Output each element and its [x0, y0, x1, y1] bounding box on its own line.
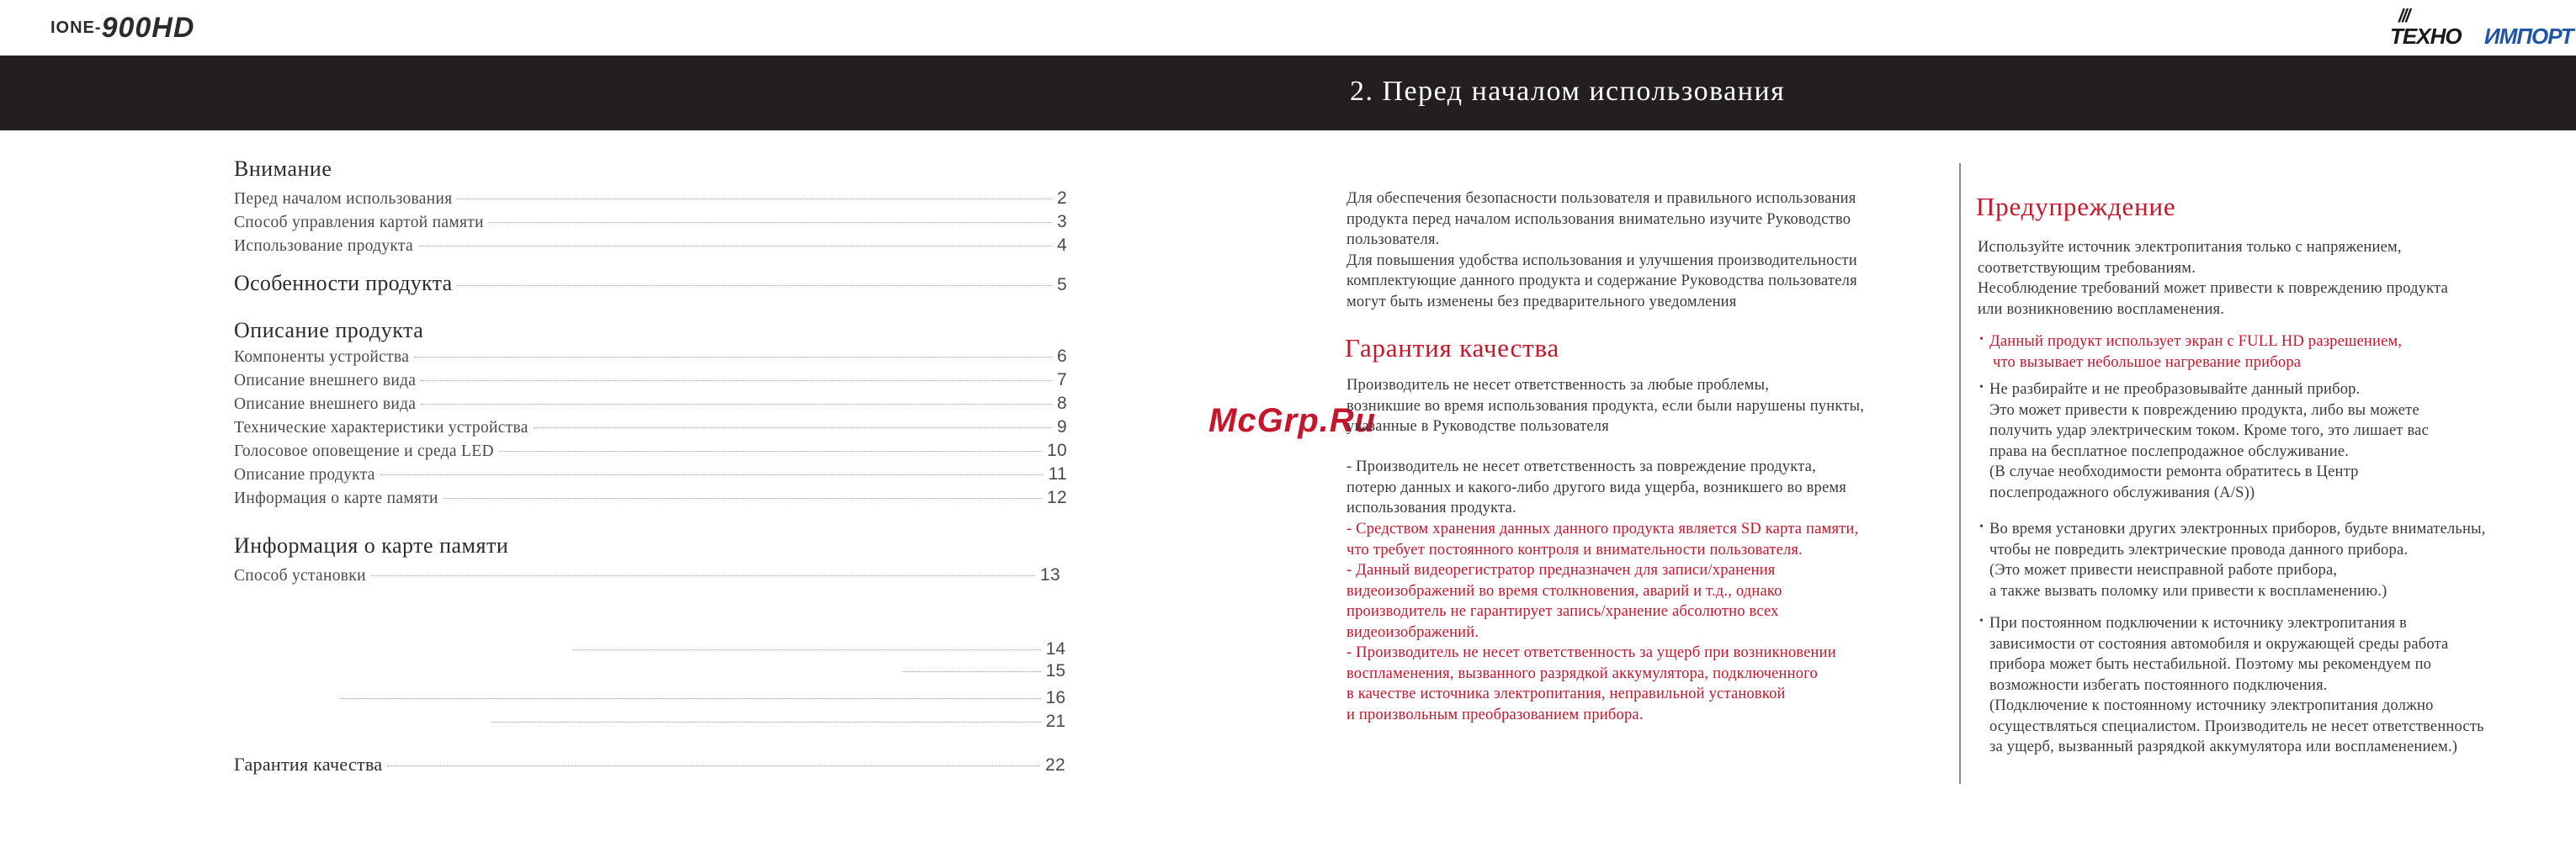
toc-section-title: Информация о карте памяти: [234, 533, 509, 558]
warning-title: Предупреждение: [1976, 192, 2176, 221]
toc-item[interactable]: Голосовое оповещение и среда LED 10: [234, 441, 1067, 460]
toc-item[interactable]: Использование продукта 4: [234, 236, 1067, 255]
toc-item[interactable]: Информация о карте памяти 12: [234, 488, 1067, 507]
intro-paragraph: Для обеспечения безопасности пользователя и правильного использования продукта перед началом использования внимательно изучите Руководство пользователя. Для повышения удобства использования и улучшения производительности комплектующие данного продукта и содержание Руководства пользователя могут быть изменены без предварительного уведомления: [1346, 190, 1857, 310]
header-banner: [0, 56, 2576, 130]
warning-bullet-heat: • Данный продукт использует экран с FULL HD разрешением, что вызывает небольшое нагревание прибора: [1989, 331, 2402, 373]
bullet-mark: •: [1979, 615, 1984, 628]
toc-item[interactable]: Описание внешнего вида 7: [234, 370, 1067, 389]
warning-intro: Используйте источник электропитания только с напряжением, соответствующим требованиям. Несоблюдение требований может привести к повреждению продукта или возникновению воспламенения.: [1978, 239, 2449, 318]
toc-item[interactable]: Способ установки 13: [234, 565, 1060, 585]
toc-item[interactable]: Описание продукта 11: [234, 464, 1067, 484]
toc-item[interactable]: Способ управления картой памяти 3: [234, 212, 1067, 231]
toc-section-features[interactable]: Особенности продукта 5: [234, 271, 1067, 295]
column-divider: [1959, 163, 1961, 784]
brand-model: 900HD: [101, 12, 195, 44]
quality-paragraph: Производитель не несет ответственность за любые проблемы, возникшие во время использования продукта, если были нарушены пункты, указанные в Руководстве пользователя: [1346, 377, 1865, 435]
toc-section-title: Описание продукта: [234, 318, 424, 342]
warning-bullet-disassembly: • Не разбирайте и не преобразовывайте данный прибор. Это может привести к повреждению продукта, либо вы можете получить удар электрическим током. Кроме того, это лишает вас права на бесплатное послепродажное обслуживание. (В случае необходимости ремонта обратитесь в Центр послепродажного обслуживания (A/S)): [1989, 379, 2429, 503]
toc-item[interactable]: Компоненты устройства 6: [234, 347, 1067, 366]
toc-orphan-entry[interactable]: 16: [340, 688, 1065, 710]
warning-bullet-installation: • Во время установки других электронных приборов, будьте внимательны, чтобы не повредить электрические провода данного прибора. (Это может привести неисправной работе прибора, а также вызвать поломку или привести к воспламенению.): [1989, 519, 2486, 601]
toc-item[interactable]: Технические характеристики устройства 9: [234, 417, 1067, 437]
toc-orphan-entry[interactable]: 14: [572, 639, 1065, 661]
brand-prefix: IONE-: [50, 19, 102, 37]
page-title: 2. Перед началом использования: [1350, 76, 1786, 107]
brand-stripes: ///: [2398, 5, 2409, 26]
bullet-mark: •: [1979, 381, 1984, 394]
quality-title: Гарантия качества: [1345, 333, 1560, 363]
brand-word1: ТЕХНО: [2390, 24, 2462, 49]
bullet-mark: •: [1979, 521, 1984, 533]
toc-item[interactable]: Описание внешнего вида 8: [234, 394, 1067, 413]
quality-red-notes: - Средством хранения данных данного продукта является SD карта памяти, что требует постоянного контроля и внимательности пользователя. - Данный видеорегистратор предназначен для записи/хранения видеоизображений во время столкновения, аварий и т.д., однако производитель не гарантирует запись/хранение абсолютно всех видеоизображений. - Производитель не несет ответственность за ущерб при возникновении воспламенения, вызванного разрядкой аккумулятора, подключенного в качестве источника электропитания, неправильной установкой и произвольным преобразованием прибора.: [1346, 521, 1859, 723]
toc-orphan-entry[interactable]: 15: [902, 661, 1065, 683]
brand-word2: ИМПОРТ: [2484, 24, 2573, 49]
toc-orphan-entry[interactable]: 21: [491, 712, 1065, 733]
toc-section-title: Внимание: [234, 156, 332, 181]
bullet-mark: •: [1979, 333, 1984, 346]
quality-liability: - Производитель не несет ответственность за повреждение продукта, потерю данных и какого-либо другого вида ущерба, возникшего во время использования продукта.: [1346, 458, 1847, 516]
watermark: McGrp.Ru: [1208, 402, 1377, 439]
toc-warranty[interactable]: Гарантия качества 22: [234, 754, 1065, 775]
brand-logo-left: [50, 12, 194, 45]
warning-bullet-power: • При постоянном подключении к источнику электропитания в зависимости от состояния автомобиля и окружающей среды работа прибора может быть нестабильной. Поэтому мы рекомендуем по возможности избегать постоянного подключения. (Подключение к постоянному источнику электропитания должно осуществляться специалистом. Производитель не несет ответственность за ущерб, вызванный разрядкой аккумулятора или воспламенением.): [1989, 613, 2484, 758]
toc-item[interactable]: Перед началом использования 2: [234, 188, 1067, 208]
